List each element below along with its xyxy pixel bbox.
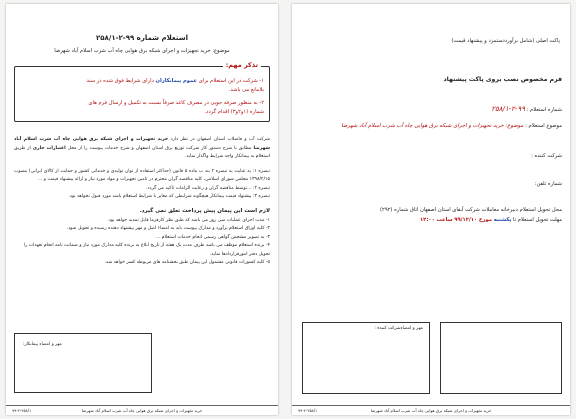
envelope-type: پاکت اصلی (شامل برآورد‌دستمزد و پیشنهاد قیمت) xyxy=(451,38,560,44)
contractor-signature-box xyxy=(14,333,152,393)
inquiry-subject-field: موضوع استعلام : موضوع: خرید تجهیزات و اجرای شبکه برق هوایی چاه آب شرب اسلام آباد شهرضا xyxy=(341,123,562,129)
conditions-list xyxy=(14,217,270,268)
page-footer: خرید تجهیزات و اجرای شبکه برق هوایی چاه آب شرب اسلام آباد شهرضا ۹۹-۲-۲۵۸/۱ xyxy=(6,405,278,413)
envelope-header xyxy=(292,4,570,44)
attention-item-2: ۲- به منظور صرفه جویی در مصرف کاغذ صرفاً نسبت به تکمیل و ارسال فرم های xyxy=(88,100,264,106)
inquiry-title: استعلام شماره ۹۹-۲-۲۵۸/۱ xyxy=(95,34,189,42)
form-title: فرم مخصوص نصب بروی پاکت پیشنهاد xyxy=(443,76,562,83)
attention-box xyxy=(14,61,270,122)
attention-label: تذکر مهم: xyxy=(223,61,261,70)
bidder-field: شرکت کننده : xyxy=(531,153,562,159)
empty-box xyxy=(440,322,562,394)
page-footer: خرید تجهیزات و اجرای شبکه برق هوایی چاه آب شرب اسلام آباد شهرضا ۹۹-۲-۲۵۸/۱ xyxy=(292,405,570,413)
intro-paragraph: شرکت آب و فاضلاب استان اصفهان در نظر دارد خرید تجهیزات و اجرای شبکه برق هوایی چاه آب شرب اسلام آباد شهرضا مطابق با شرح دستور کار شرکت توزیع برق استان اصفهان و شرح خدمات پیوست را از محل اعتبارات جاری از طریق استعلام به پیمانکار واجد شرایط واگذار نماید. xyxy=(14,137,271,159)
list-item: ۲- کلیه اوراق استعلام برآورد و مدارک پیوست باید به امضاء اصل و مهر پیشنهاد دهنده رسیده و تحویل شود. xyxy=(66,226,270,231)
list-item: ۱- مدت اجرای عملیات سی روز می باشد که طبق نظر کارفرما قابل تمدید خواهد بود. xyxy=(107,217,270,223)
attention-item-1-line2: بلامانع می باشد. xyxy=(228,87,264,93)
attention-item-2-line2: شماره (۱و۲و۳) اقدام گردد. xyxy=(204,109,264,115)
inquiry-subject: موضوع: خرید تجهیزات و اجرای شبکه برق هوایی چاه آب شرب اسلام آباد شهرضا xyxy=(54,48,230,54)
inquiry-number-field: شماره استعلام : ۹۹-۲-۲۵۸/۱ xyxy=(491,105,562,113)
delivery-location: محل تحویل استعلام دبیرخانه معاملات شرکت آبفای استان اصفهان اتاق شماره (۲۹۲) xyxy=(380,207,562,213)
bidder-signature-label: مهر و امضاءشرکت کننده : xyxy=(374,326,423,331)
attention-item-1: ۱- شرکت در این استعلام برای عموم پیمانکاران دارای شرایط فوق شده در سند xyxy=(86,78,264,84)
deadline: مهلت تحویل استعلام تا یکشنبه مورخ ۹۹/۱۲/۱۰ ساعت ۱۲:۰۰ xyxy=(420,217,562,223)
inquiry-page xyxy=(6,4,278,415)
bidder-signature-box xyxy=(302,322,430,394)
list-item: ۳- به تصویر مشخص گواهی رسمی انجام خدمات استعلام ... xyxy=(155,234,270,240)
list-item: ۵- کلیه کسورات قانونی مشمول این پیمان طبق بخشنامه های مربوطه کسر خواهد شد. xyxy=(104,260,270,265)
envelope-form-page xyxy=(292,4,570,415)
list-item: ۴- برنده استعلام موظف می باشد ظرف مدت یک هفته از تاریخ ابلاغ به برنده کلیه مدارک مورد نیاز و ضمانت نامه انجام تعهدات را تحویل دفتر امورقراردادها نماید. xyxy=(23,243,270,257)
phone-field: شماره تلفن: xyxy=(534,181,562,187)
conditions-title: لازم است این پیمان پیش پرداخت تعلق نمی گیرد. xyxy=(139,207,270,214)
signature-label: مهر و امضاء پیمانکار: xyxy=(23,342,62,347)
note-paragraph: تبصره ۱: به عنایت به تبصره ۲ بند ب ماده ۵ قانون (حداکثر استفاده از توان تولیدی و خدماتی کشور و حمایت از کالای ایرانی) مصوب ۱۳۹۸/۲/۱۵ مجلس شورای اسلامی، کلیه مناقصه گران محترم در تامین تجهیزات و مواد مورد نیاز و ارائه پیشنهاد قیمت و ... تبصره ۲: ...توسط مناقصه گران و رعایت الزامات تاکید می گردد. تبصره ۳: پیشنهاد قیمت پیمانکار هیچگونه شرایطی که مغایر با شرایط استعلام باشد مورد قبول نخواهد بود. xyxy=(14,168,270,199)
